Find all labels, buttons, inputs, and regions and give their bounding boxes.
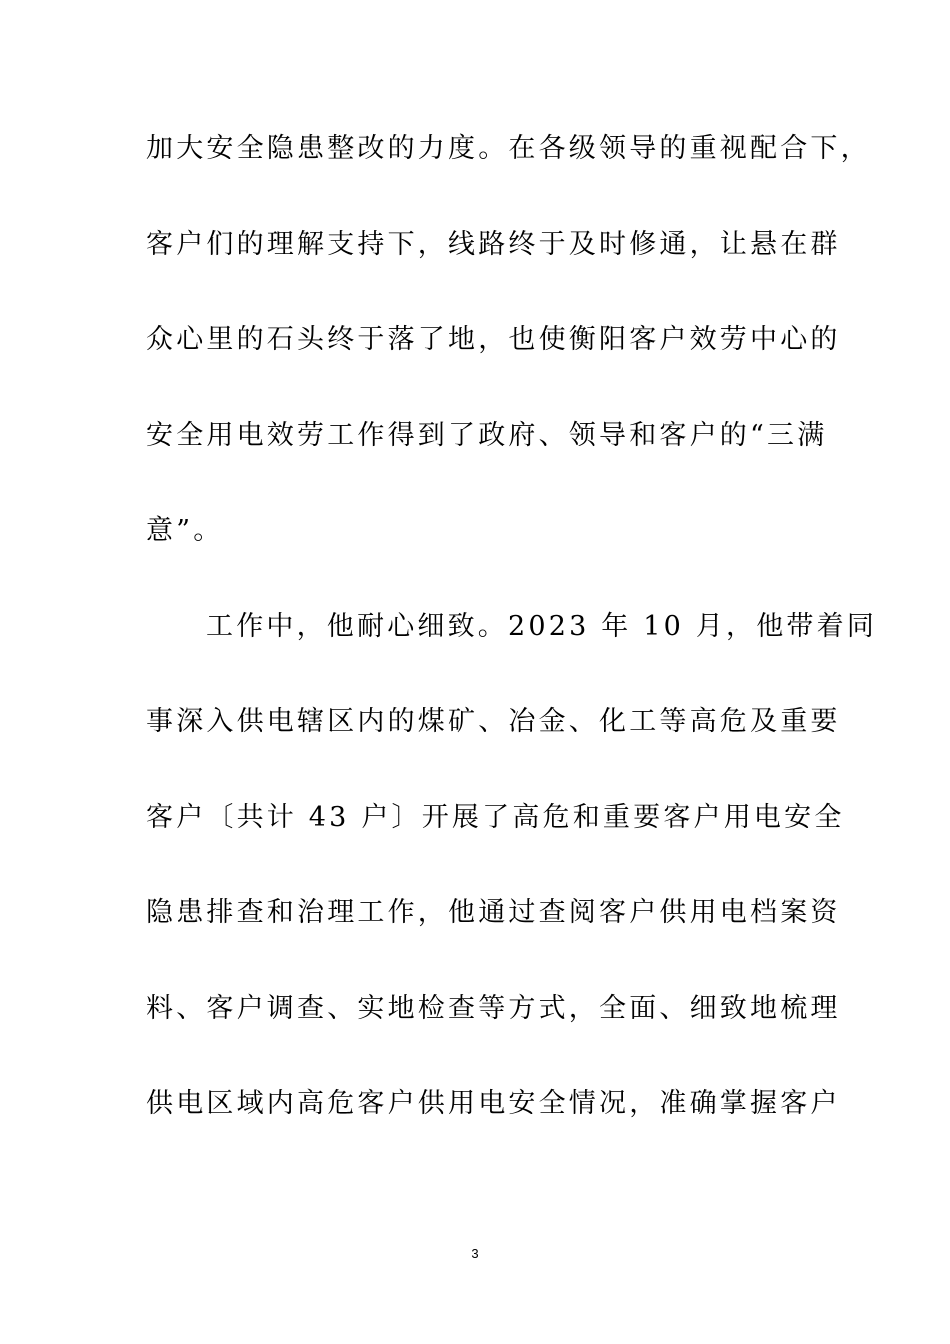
text-line-10: 料、客户调查、实地检查等方式，全面、细致地梳理 [146,992,841,1024]
body-text [146,118,878,1169]
text-line-1: 加大安全隐患整改的力度。在各级领导的重视配合下， [146,133,871,164]
text-line-3: 众心里的石头终于落了地，也使衡阳客户效劳中心的 [146,324,841,355]
text-line-5: 意”。 [146,515,224,546]
paragraph-start-line: 工作中，他耐心细致。2023 年 10 月，他带着同 [206,610,878,642]
text-line-2: 客户们的理解支持下，线路终于及时修通，让悬在群 [146,228,841,260]
page-number: 3 [471,1246,479,1261]
text-line-4: 安全用电效劳工作得到了政府、领导和客户的“三满 [146,419,828,451]
text-line-8: 客户〔共计 43 户〕开展了高危和重要客户用电安全 [146,801,845,833]
text-line-9: 隐患排查和治理工作，他通过查阅客户供用电档案资 [146,897,841,928]
text-line-11: 供电区域内高危客户供用电安全情况，准确掌握客户 [146,1088,841,1119]
text-line-7: 事深入供电辖区内的煤矿、冶金、化工等高危及重要 [146,706,841,737]
